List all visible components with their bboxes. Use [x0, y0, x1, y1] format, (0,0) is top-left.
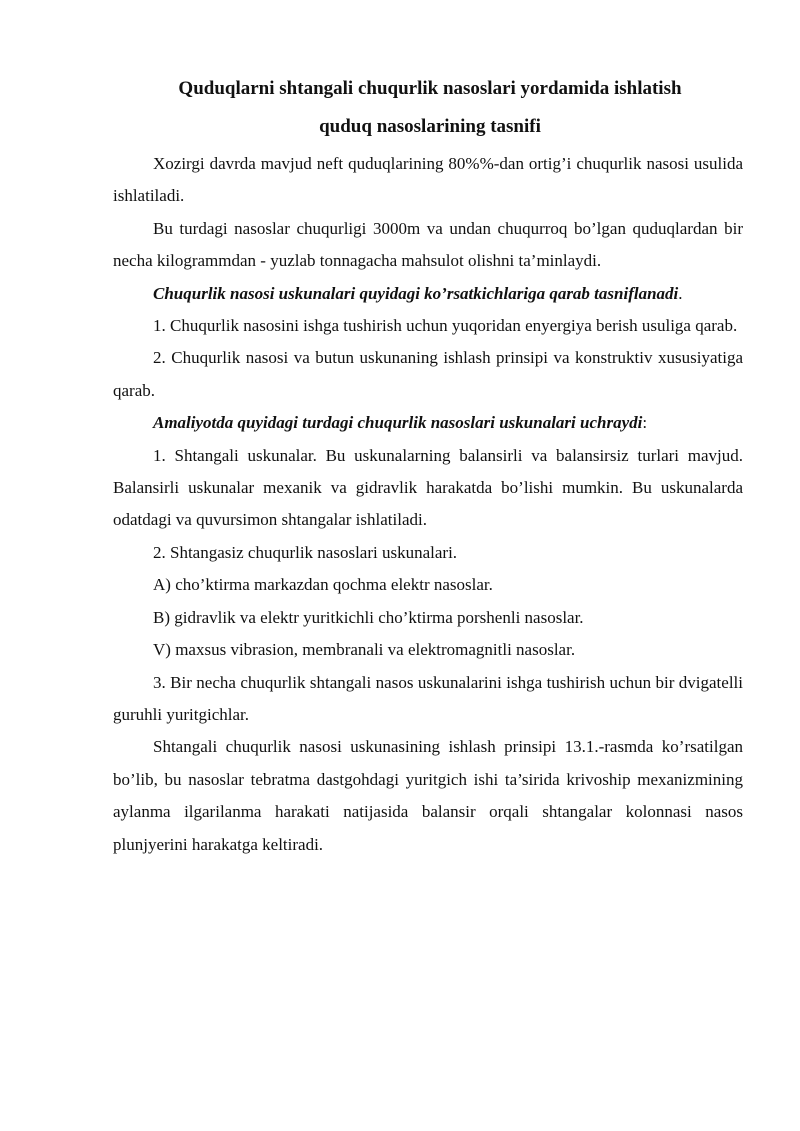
paragraph-working-principle: Shtangali chuqurlik nasosi uskunasining ishlash prinsipi 13.1.-rasmda ko’rsatilgan bo’lib, bu nasoslar tebratma dastgohdagi yuritgich ishi ta’sirida krivoship mexanizmining aylanma ilgarilanma harakati natijasida balansir orqali shtangalar kolonnasi nasos plunjyerini harakatga keltiradi. [113, 737, 743, 854]
paragraph-criterion-1: 1. Chuqurlik nasosini ishga tushirish uchun yuqoridan enyergiya berish usuliga qarab. [153, 316, 738, 336]
paragraph-type-2a: A) cho’ktirma markazdan qochma elektr nasoslar. [153, 575, 493, 595]
paragraph-type-2v: V) maxsus vibrasion, membranali va elektromagnitli nasoslar. [153, 640, 576, 660]
types-heading-punct: : [642, 413, 648, 433]
paragraph-intro: Xozirgi davrda mavjud neft quduqlarining 80%%-dan ortig’i chuqurlik nasosi usulida ishlatiladi. [113, 154, 743, 206]
paragraph-types-heading [113, 407, 743, 439]
paragraph-criterion-2: 2. Chuqurlik nasosi va butun uskunaning ishlash prinsipi va konstruktiv xususiyatiga qarab. [113, 348, 743, 400]
classification-heading-punct: . [678, 283, 683, 303]
paragraph-type-1: 1. Shtangali uskunalar. Bu uskunalarning balansirli va balansirsiz turlari mavjud. Balansirli uskunalar mexanik va gidravlik harakatda bo’lishi mumkin. Bu uskunalarda odatdagi va quvursimon shtangalar ishlatiladi. [113, 445, 743, 530]
paragraph-type-2: 2. Shtangasiz chuqurlik nasoslari uskunalari. [153, 542, 458, 562]
document-title-line-1: Quduqlarni shtangali chuqurlik nasoslari yordamida ishlatish [178, 78, 682, 99]
classification-heading-text: Chuqurlik nasosi uskunalari quyidagi ko’rsatkichlariga qarab tasniflanadi [153, 283, 679, 303]
document-body [113, 148, 743, 861]
document-title-line-2: quduq nasoslarining tasnifi [319, 116, 541, 137]
types-heading-text: Amaliyotda quyidagi turdagi chuqurlik nasoslari uskunalari uchraydi [153, 413, 643, 433]
paragraph-type-2b: B) gidravlik va elektr yuritkichli cho’ktirma porshenli nasoslar. [153, 607, 584, 627]
paragraph-classification-heading [113, 278, 743, 310]
paragraph-depth: Bu turdagi nasoslar chuqurligi 3000m va undan chuqurroq bo’lgan quduqlardan bir necha kilogrammdan - yuzlab tonnagacha mahsulot olishni ta’minlaydi. [113, 218, 743, 271]
paragraph-type-3: 3. Bir necha chuqurlik shtangali nasos uskunalarini ishga tushirish uchun bir dvigatelli guruhli yuritgichlar. [113, 672, 743, 724]
